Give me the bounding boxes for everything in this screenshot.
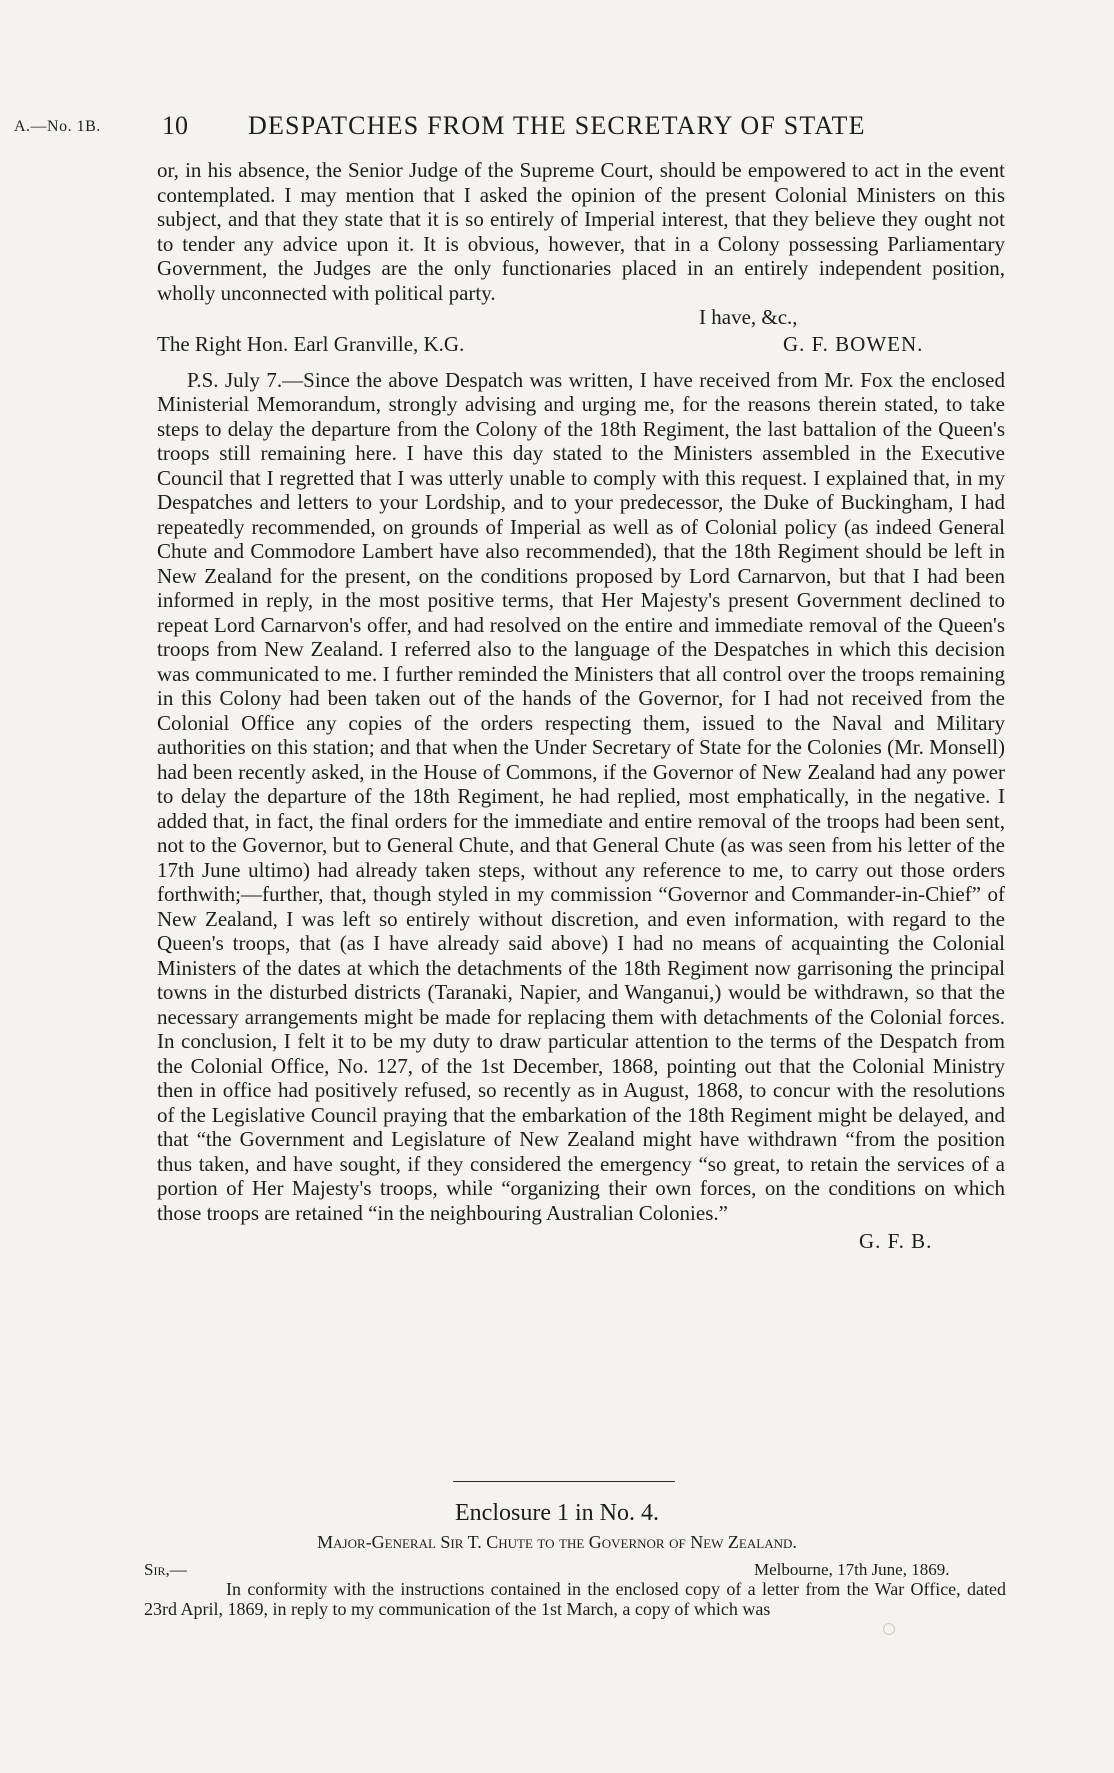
enclosure-paragraph: In conformity with the instructions contained in the enclosed copy of a letter from the War Office, dated 23rd April, 1869, in reply to my communication of the 1st March, a copy of which was — [144, 1579, 1006, 1619]
salutation: Sir,— — [144, 1560, 187, 1579]
despatch-body — [157, 158, 1005, 1255]
enclosure-body — [144, 1579, 1006, 1619]
postscript-initials: G. F. B. — [859, 1229, 933, 1253]
place-date: Melbourne, 17th June, 1869. — [754, 1560, 950, 1579]
page-header — [0, 108, 1114, 142]
spacer — [157, 358, 1005, 368]
address-signature-row — [157, 330, 1005, 358]
signature: G. F. BOWEN. — [783, 331, 924, 356]
enclosure-from-to: Major-General Sir T. Chute to the Governor of New Zealand. — [317, 1532, 797, 1552]
complimentary-close — [157, 305, 1005, 330]
running-title: DESPATCHES FROM THE SECRETARY OF STATE — [248, 111, 866, 140]
closing-text: I have, &c., — [699, 305, 798, 329]
paragraph-continued: or, in his absence, the Senior Judge of the Supreme Court, should be empowered to act in the event contemplated. I may mention that I asked the opinion of the present Colonial Ministers on this subject, and that they state that it is so entirely of Imperial interest, that they believe they ought not to tender any advice upon it. It is obvious, however, that in a Colony possessing Parliamentary Government, the Judges are the only functionaries placed in an entirely independent position, wholly unconnected with political party. — [157, 158, 1005, 305]
section-divider — [453, 1481, 675, 1482]
postscript: P.S. July 7.—Since the above Despatch was written, I have received from Mr. Fox the enclosed Ministerial Memorandum, strongly advising and urging me, for the reasons therein stated, to take steps to delay the departure from the Colony of the 18th Regiment, the last battalion of the Queen's troops still remaining here. I have this day stated to the Ministers assembled in the Executive Council that I regretted that I was utterly unable to comply with this request. I explained that, in my Despatches and letters to your Lordship, and to your predecessor, the Duke of Buckingham, I had repeatedly recommended, on grounds of Imperial as well as of Colonial policy (as indeed General Chute and Commodore Lambert have also recommended), that the 18th Regiment should be left in New Zealand for the present, on the conditions proposed by Lord Carnarvon, but that I had been informed in reply, in the most positive terms, that Her Majesty's present Government declined to repeat Lord Carnarvon's offer, and had resolved on the entire and immediate removal of the Queen's troops from New Zealand. I referred also to the language of the Despatches in which this decision was communicated to me. I further reminded the Ministers that all control over the troops remaining in this Colony had been taken out of the hands of the Governor, for I had not received from the Colonial Office any copies of the orders respecting them, issued to the Naval and Military authorities on this station; and that when the Under Secretary of State for the Colonies (Mr. Monsell) had been recently asked, in the House of Commons, if the Governor of New Zealand had any power to delay the departure of the 18th Regiment, he had replied, most emphatically, in the negative. I added that, in fact, the final orders for the immediate and entire removal of the troops had been sent, not to the Governor, but to General Chute, and that General Chute (as was seen from his letter of the 17th June ultimo) had already taken steps, without any reference to me, to carry out those orders forthwith;—further, that, though styled in my commission “Governor and Commander-in-Chief” of New Zealand, I was left so entirely without discretion, and even information, with regard to the Queen's troops, that (as I have already said above) I had no means of acquainting the Colonial Ministers of the dates at which the detachments of the 18th Regiment now garrisoning the principal towns in the disturbed districts (Taranaki, Napier, and Wanganui,) would be withdrawn, so that the necessary arrangements might be made for replacing them with detachments of the Colonial forces. In conclusion, I felt it to be my duty to draw particular attention to the terms of the Despatch from the Colonial Office, No. 127, of the 1st December, 1868, pointing out that the Colonial Ministry then in office had positively refused, so recently as in August, 1868, to concur with the resolutions of the Legislative Council praying that the embarkation of the 18th Regiment might be delayed, and that “the Government and Legislature of New Zealand might have withdrawn “from the position thus taken, and have sought, if they considered the emergency “so great, to retain the services of a portion of Her Majesty's troops, while “organizing their own forces, on the conditions on which those troops are retained “in the neighbouring Australian Colonies.” — [157, 367, 1005, 1225]
enclosure-heading: Enclosure 1 in No. 4. — [455, 1500, 659, 1526]
addressee: The Right Hon. Earl Granville, K.G. — [157, 331, 465, 356]
postscript-signature — [157, 1225, 1005, 1255]
paper-reference: A.—No. 1B. — [14, 118, 101, 135]
paper-mark — [883, 1623, 895, 1635]
page-number: 10 — [162, 111, 188, 140]
